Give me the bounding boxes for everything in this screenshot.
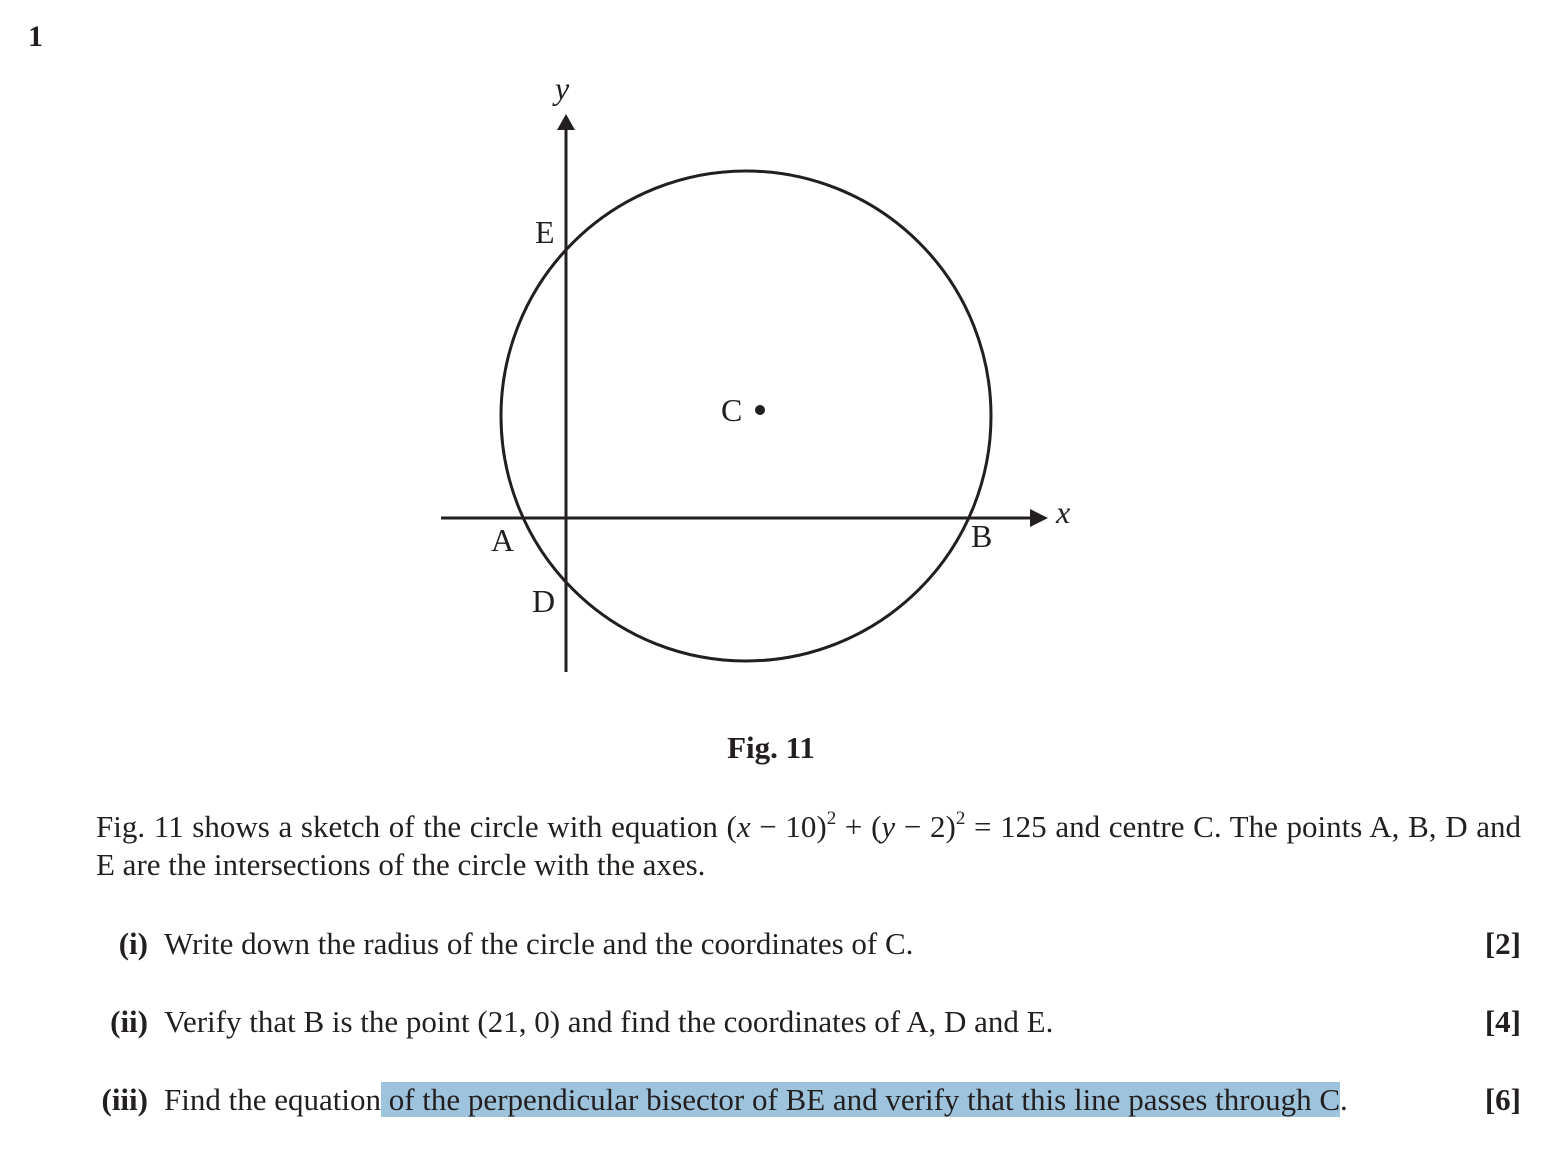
part-label: (i) bbox=[118, 926, 148, 961]
part-text-plain: Find the equation bbox=[164, 1082, 381, 1117]
part-marks: [4] bbox=[1484, 1004, 1521, 1039]
intro-text-end: and centre C. The points A, B, D and E are the intersections of the circle with the axes. bbox=[96, 809, 1522, 882]
part-text: Write down the radius of the circle and the coordinates of C. bbox=[164, 926, 914, 961]
part-marks: [2] bbox=[1484, 926, 1521, 961]
point-label-b: B bbox=[971, 518, 993, 554]
part-label: (iii) bbox=[101, 1082, 148, 1117]
intro-text-start: Fig. 11 shows a sketch of the circle with equation bbox=[96, 809, 727, 844]
part-marks: [6] bbox=[1484, 1082, 1521, 1117]
question-intro bbox=[96, 808, 1521, 884]
part-text-end: . bbox=[1340, 1082, 1348, 1117]
figure-caption: Fig. 11 bbox=[727, 730, 815, 765]
part-label: (ii) bbox=[110, 1004, 148, 1039]
y-axis-label: y bbox=[555, 70, 570, 106]
centre-point bbox=[755, 405, 765, 415]
selected-text-highlight[interactable]: of the perpendicular bisector of BE and verify that this line passes through C bbox=[380, 1082, 1341, 1117]
question-number: 1 bbox=[28, 20, 43, 53]
point-label-a: A bbox=[491, 522, 515, 558]
point-label-e: E bbox=[535, 214, 555, 250]
part-text[interactable] bbox=[164, 1081, 1348, 1119]
point-label-d: D bbox=[532, 583, 556, 619]
circle-curve bbox=[501, 171, 991, 661]
circle-equation: $(x - 10)^2 + (y - 2)^2 = 125$ bbox=[726, 807, 1047, 844]
point-label-c: C bbox=[721, 392, 743, 428]
x-axis-arrow-icon bbox=[1030, 509, 1048, 527]
x-axis-label: x bbox=[1056, 494, 1071, 530]
y-axis-arrow-icon bbox=[557, 114, 575, 130]
part-text: Verify that B is the point (21, 0) and find the coordinates of A, D and E. bbox=[164, 1004, 1054, 1039]
